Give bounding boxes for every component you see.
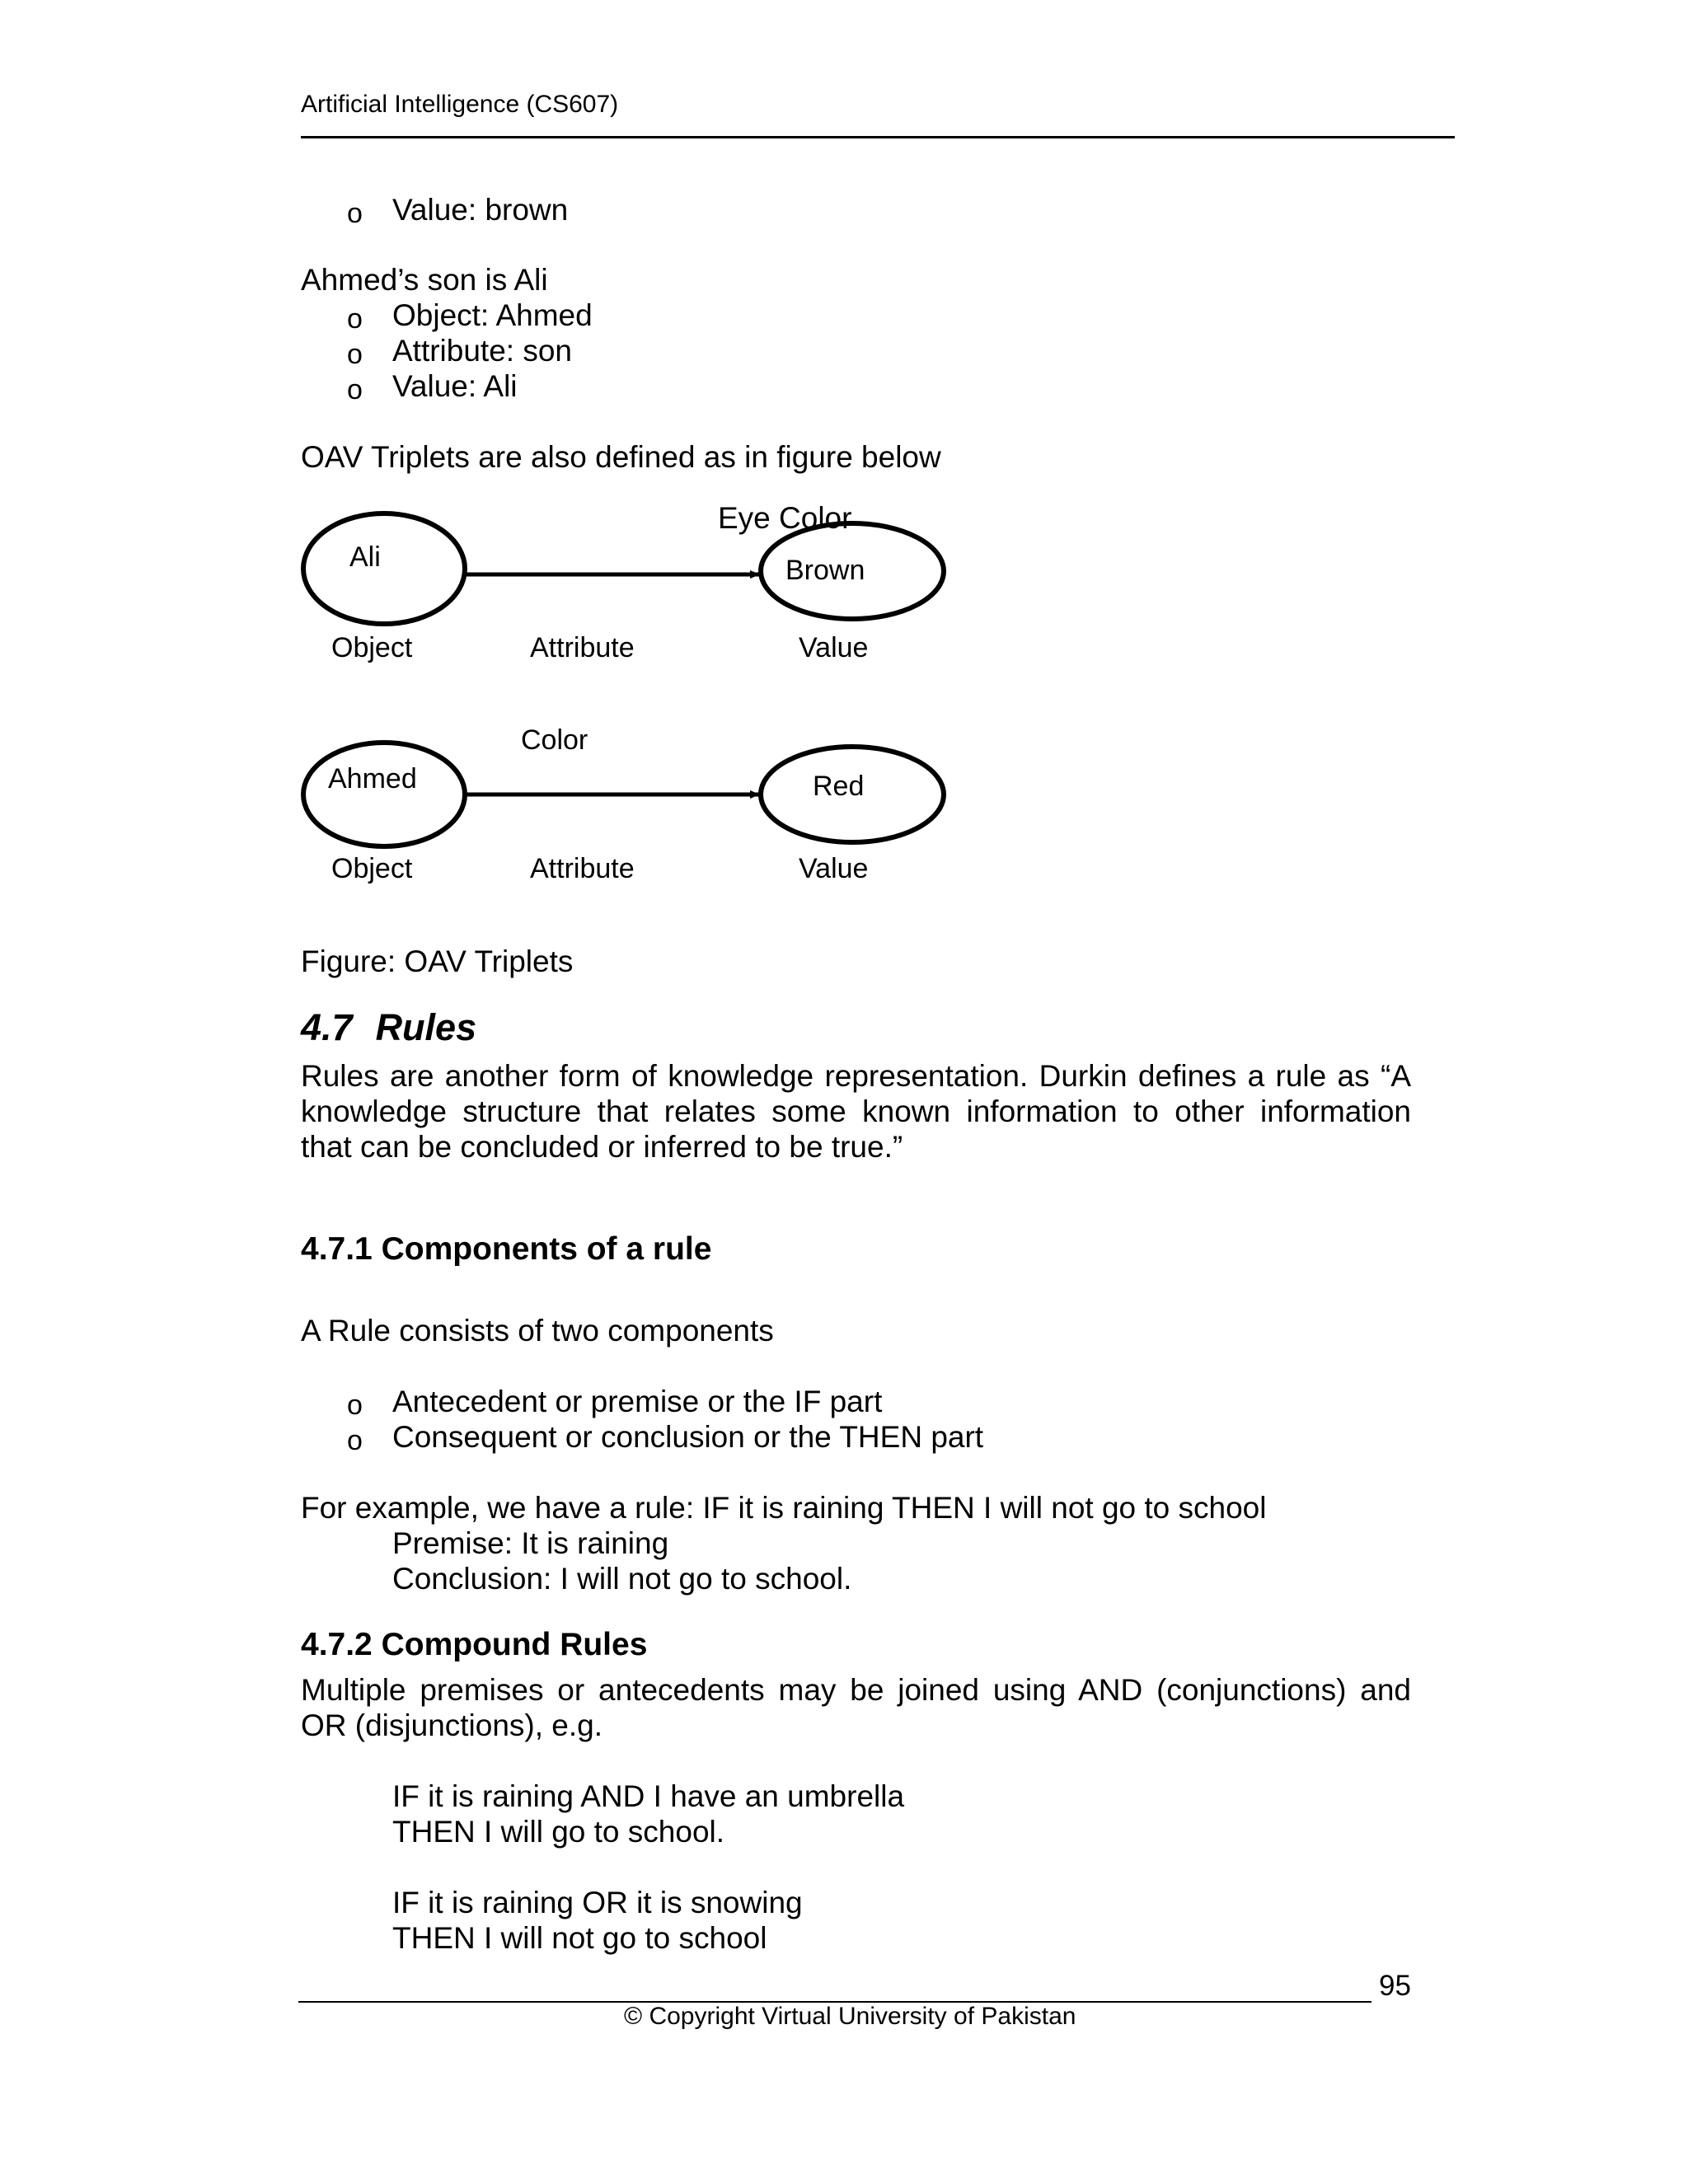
- compound-rule-line: THEN I will go to school.: [392, 1815, 725, 1849]
- object-node-ellipse: [303, 513, 465, 624]
- attribute-name: Color: [521, 724, 588, 756]
- value-brown-item: Value: brown: [392, 193, 569, 227]
- value-node-label: Brown: [785, 555, 865, 586]
- object-caption: Object: [331, 853, 413, 884]
- value-node-label: Red: [813, 771, 865, 802]
- paragraph-line: Multiple premises or antecedents may be joined using AND (conjunctions) and: [301, 1673, 1411, 1707]
- subsection-heading-4-7-1: 4.7.1 Components of a rule: [301, 1231, 712, 1267]
- running-header: Artificial Intelligence (CS607): [301, 91, 619, 118]
- compound-rule-line: IF it is raining AND I have an umbrella: [392, 1779, 905, 1813]
- bullet-marker: o: [347, 339, 363, 370]
- compound-rule-line: THEN I will not go to school: [392, 1921, 767, 1955]
- bullet-marker: o: [347, 1425, 363, 1456]
- attribute-caption: Attribute: [530, 853, 635, 884]
- paragraph-line: that can be concluded or inferred to be true.”: [301, 1130, 903, 1164]
- attribute-caption: Attribute: [530, 632, 635, 663]
- paragraph-line: OR (disjunctions), e.g.: [301, 1708, 603, 1742]
- attribute-name: Eye Color: [718, 501, 852, 535]
- page-number: 95: [1379, 1970, 1411, 2002]
- value-caption: Value: [799, 853, 869, 884]
- bullet-marker: o: [347, 198, 363, 229]
- rule-example: For example, we have a rule: IF it is raining THEN I will not go to school: [301, 1491, 1267, 1525]
- section-number: 4.7: [301, 1006, 353, 1048]
- ahmed-son-intro: Ahmed’s son is Ali: [301, 263, 548, 297]
- components-intro: A Rule consists of two components: [301, 1314, 774, 1347]
- oav-intro: OAV Triplets are also defined as in figure below: [301, 440, 941, 474]
- list-item: Antecedent or premise or the IF part: [392, 1385, 883, 1418]
- conclusion-line: Conclusion: I will not go to school.: [392, 1562, 852, 1596]
- premise-line: Premise: It is raining: [392, 1526, 669, 1560]
- list-item: Value: Ali: [392, 369, 518, 403]
- bullet-marker: o: [347, 303, 363, 335]
- object-node-label: Ahmed: [328, 763, 417, 794]
- object-caption: Object: [331, 632, 413, 663]
- paragraph-line: knowledge structure that relates some known information to other information: [301, 1094, 1411, 1128]
- section-heading-4-7: [301, 1006, 476, 1049]
- compound-paragraph: [301, 1672, 1411, 1743]
- figure-caption: Figure: OAV Triplets: [301, 944, 574, 978]
- bullet-marker: o: [347, 1390, 363, 1421]
- subsection-heading-4-7-2: 4.7.2 Compound Rules: [301, 1627, 648, 1662]
- object-node-label: Ali: [349, 541, 381, 573]
- paragraph-line: Rules are another form of knowledge representation. Durkin defines a rule as “A: [301, 1059, 1411, 1093]
- bullet-marker: o: [347, 374, 363, 405]
- list-item: Attribute: son: [392, 334, 573, 368]
- section-title: Rules: [375, 1006, 477, 1048]
- list-item: Consequent or conclusion or the THEN part: [392, 1420, 984, 1454]
- rules-paragraph: [301, 1058, 1411, 1165]
- value-caption: Value: [799, 632, 869, 663]
- list-item: Object: Ahmed: [392, 298, 593, 332]
- compound-rule-line: IF it is raining OR it is snowing: [392, 1886, 803, 1919]
- copyright-notice: © Copyright Virtual University of Pakistan: [624, 2003, 1076, 2030]
